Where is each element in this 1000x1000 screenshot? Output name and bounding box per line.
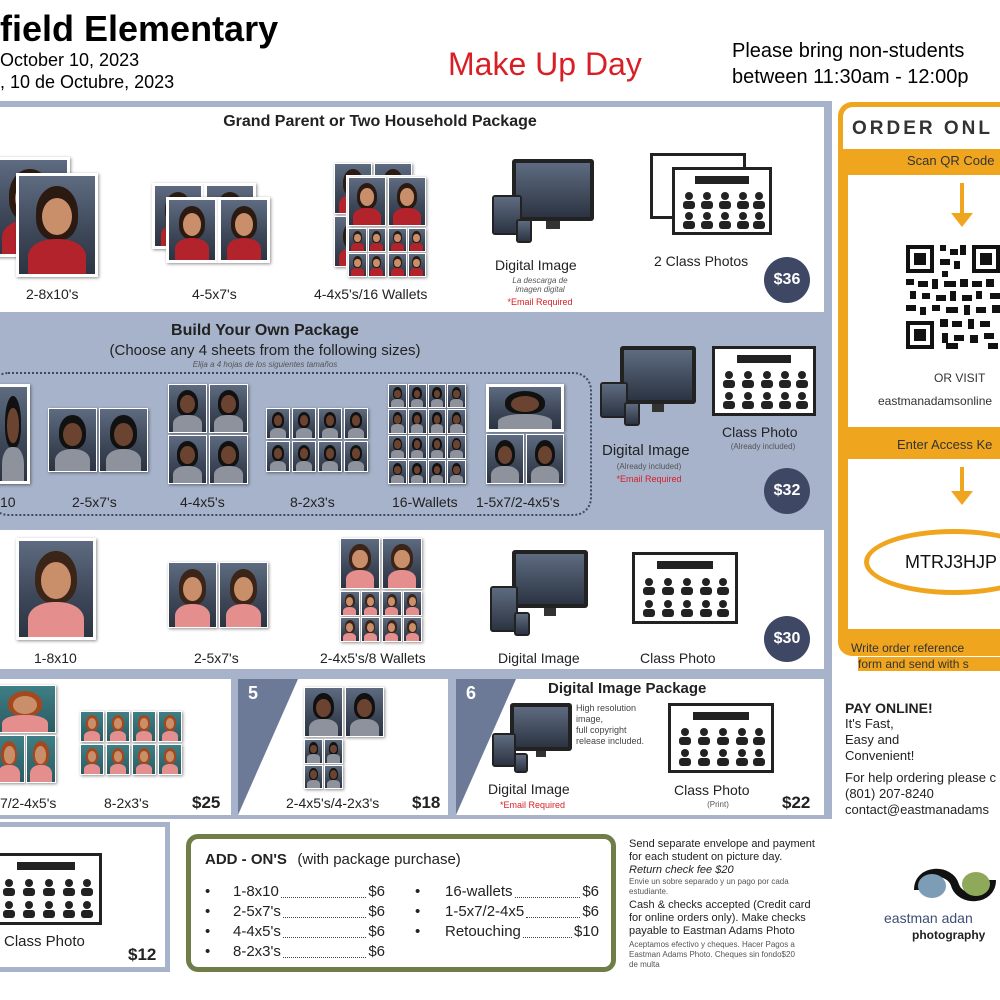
- phone-icon: [514, 612, 530, 636]
- note-line: Return check fee $20: [629, 864, 734, 876]
- payment-notes: [629, 838, 829, 970]
- class-photo-icon: [0, 853, 102, 925]
- or-visit-label: OR VISIT: [934, 371, 986, 385]
- item-label: 10: [0, 494, 16, 510]
- note-line: Cash & checks accepted (Credit card: [629, 899, 811, 911]
- package-standard[interactable]: [0, 530, 824, 669]
- addon-price: $6: [368, 943, 385, 960]
- price-badge: $36: [764, 257, 810, 303]
- digital-note-es: La descarga de: [512, 276, 568, 285]
- photo-sheet: [346, 175, 428, 279]
- pay-online-section: [845, 700, 996, 818]
- logo-mark-icon: [910, 860, 1000, 910]
- item-label: 2-4x5's/8 Wallets: [320, 650, 426, 666]
- email-required: *Email Required: [616, 474, 682, 484]
- photo-sheet: [168, 562, 268, 628]
- phone-icon: [514, 753, 528, 773]
- class-photo-note: (Already included): [730, 442, 796, 451]
- arrow-stem: [960, 183, 964, 213]
- addon-price: $6: [368, 923, 385, 940]
- item-label: 4-4x5's/16 Wallets: [314, 286, 428, 302]
- package-grandparent[interactable]: [0, 107, 824, 312]
- digital-note-es: imagen digital: [515, 285, 565, 294]
- desc-line: release included.: [576, 736, 645, 746]
- item-label: 2-4x5's/4-2x3's: [286, 795, 380, 811]
- pay-line: It's Fast,: [845, 716, 894, 731]
- package-title: Build Your Own Package: [171, 322, 359, 339]
- class-photo-label: Class Photo: [4, 933, 85, 950]
- item-label: 4-4x5's: [180, 494, 225, 510]
- access-key-code[interactable]: MTRJ3HJP: [864, 529, 1000, 595]
- write-order-line: form and send with s: [858, 657, 1000, 671]
- item-label: 4-5x7's: [192, 286, 237, 302]
- qr-code-icon[interactable]: [906, 245, 1000, 349]
- item-label: 1-5x7/2-4x5's: [476, 494, 560, 510]
- photo-sample: [486, 384, 564, 432]
- class-photo-icon: [672, 167, 772, 235]
- photo-sample: [166, 197, 218, 263]
- order-url-link[interactable]: eastmanadamsonline: [878, 394, 993, 408]
- order-online-panel: [838, 102, 1000, 656]
- class-photo-label: Class Photo: [722, 424, 798, 440]
- class-photo-icon: [712, 346, 816, 416]
- package-7-class-photo[interactable]: [0, 822, 170, 972]
- price-label: $22: [782, 793, 811, 812]
- item-label: 7/2-4x5's: [0, 795, 57, 811]
- item-label: 8-2x3's: [290, 494, 335, 510]
- note-line: payable to Eastman Adams Photo: [629, 925, 795, 937]
- package-title: Grand Parent or Two Household Package: [223, 113, 537, 130]
- package-subtitle-es: Elija a 4 hojas de los siguientes tamaños: [192, 360, 338, 369]
- addons-list-right: [415, 883, 599, 943]
- access-key-section: [848, 459, 1000, 629]
- note-line-es: Envie un sobre separado y un pago por cada: [629, 877, 789, 886]
- class-people-icon: [671, 706, 771, 770]
- addons-title: ADD - ON'S: [205, 851, 287, 868]
- note-line: for online orders only). Make checks: [629, 912, 806, 924]
- package-6-digital[interactable]: [456, 679, 824, 815]
- addon-name: Retouching: [445, 923, 521, 940]
- addon-name: 4-4x5's: [233, 923, 281, 940]
- arrow-stem: [960, 467, 964, 491]
- item-label: 2-5x7's: [194, 650, 239, 666]
- class-people-icon: [715, 349, 813, 413]
- date-spanish: , 10 de Octubre, 2023: [0, 72, 175, 92]
- school-name: field Elementary: [0, 8, 279, 49]
- price-label: $18: [412, 793, 441, 812]
- photo-sheet: [48, 408, 148, 472]
- class-photo-label: 2 Class Photos: [654, 253, 749, 269]
- order-title: ORDER ONL: [852, 118, 993, 139]
- qr-section: [848, 175, 1000, 427]
- package-number: 6: [466, 683, 477, 703]
- photo-sheet: [340, 538, 422, 642]
- digital-label: Digital Image: [498, 650, 580, 666]
- photo-sheet: [80, 711, 182, 775]
- access-key-label: Enter Access Ke: [897, 437, 993, 452]
- photo-sheet: [486, 434, 564, 484]
- note-line-es: estudiante.: [629, 887, 669, 896]
- addon-item[interactable]: • 4-4x5's $6: [205, 923, 385, 943]
- photo-sheet: [304, 687, 384, 789]
- email-required: *Email Required: [507, 297, 573, 307]
- pay-online-title: PAY ONLINE!: [845, 700, 933, 716]
- addon-item[interactable]: • 2-5x7's $6: [205, 903, 385, 923]
- phone-icon: [516, 219, 532, 243]
- note-line-es: Eastman Adams Photo. Cheques sin fondo$20: [629, 950, 795, 959]
- price-label: $12: [128, 945, 157, 964]
- photo-sheet: [266, 408, 368, 472]
- help-email[interactable]: contact@eastmanadams: [845, 802, 989, 817]
- phone-icon: [624, 402, 640, 426]
- note-line: for each student on picture day.: [629, 851, 783, 863]
- arrow-down-icon: [951, 213, 973, 227]
- company-logo: [884, 860, 1000, 960]
- write-order-line: Write order reference: [851, 641, 965, 655]
- event-title: Make Up Day: [448, 46, 642, 82]
- item-label: 1-8x10: [34, 650, 77, 666]
- note-line-es: Aceptamos efectivo y cheques. Hacer Pagos a: [629, 940, 795, 949]
- digital-label: Digital Image: [495, 257, 577, 273]
- tablet-icon: [492, 733, 516, 767]
- package-subtitle: (Choose any 4 sheets from the following sizes): [109, 342, 421, 359]
- package-number: 5: [248, 683, 259, 703]
- monitor-stand: [652, 404, 664, 412]
- note-line-es: de multa: [629, 960, 660, 969]
- monitor-stand: [544, 608, 556, 616]
- monitor-icon: [512, 159, 594, 221]
- pay-line: Easy and: [845, 732, 900, 747]
- pay-line: Convenient!: [845, 748, 915, 763]
- photo-sample: [16, 173, 98, 277]
- addon-name: 1-5x7/2-4x5: [445, 903, 525, 920]
- monitor-icon: [512, 550, 588, 608]
- photo-sheet: [0, 685, 56, 783]
- photo-sheet: [388, 384, 466, 484]
- addon-price: $10: [573, 923, 599, 940]
- addon-item[interactable]: • Retouching $10: [415, 923, 599, 943]
- class-photo-icon: [632, 552, 738, 624]
- monitor-stand: [536, 751, 546, 757]
- date-english: October 10, 2023: [0, 50, 140, 70]
- addons-subtitle: (with package purchase): [297, 851, 461, 868]
- item-label: 2-8x10's: [26, 286, 79, 302]
- class-photo-icon: [668, 703, 774, 773]
- addon-item[interactable]: • 16-wallets $6: [415, 883, 599, 903]
- scan-label: Scan QR Code: [907, 153, 995, 168]
- addons-heading: [205, 851, 461, 869]
- package-build-your-own[interactable]: [0, 318, 824, 524]
- price-label: $25: [192, 793, 221, 812]
- addons-box: [186, 834, 616, 972]
- arrow-down-icon: [951, 491, 973, 505]
- digital-description: [576, 703, 644, 747]
- class-people-icon: [675, 170, 769, 232]
- class-people-icon: [0, 856, 99, 922]
- desc-line: full copyright: [576, 725, 627, 735]
- price-badge: $32: [764, 468, 810, 514]
- package-4[interactable]: [0, 679, 231, 815]
- class-photo-label: Class Photo: [674, 782, 750, 798]
- class-photo-note: (Print): [707, 800, 729, 809]
- monitor-icon: [510, 703, 572, 751]
- email-required: *Email Required: [500, 800, 566, 810]
- desc-line: image,: [576, 714, 604, 724]
- photo-sample: [16, 538, 96, 640]
- addon-price: $6: [582, 883, 599, 900]
- logo-name: eastman adan: [884, 910, 973, 926]
- monitor-icon: [620, 346, 696, 404]
- desc-line: High resolution: [576, 703, 637, 713]
- note-line: Send separate envelope and payment: [629, 838, 815, 850]
- item-label: 16-Wallets: [392, 494, 458, 510]
- addon-price: $6: [368, 903, 385, 920]
- monitor-stand: [546, 221, 560, 229]
- photo-sample: [0, 384, 30, 484]
- addon-price: $6: [582, 903, 599, 920]
- package-title: Digital Image Package: [548, 680, 707, 697]
- digital-label: Digital Image: [488, 781, 570, 797]
- item-label: 8-2x3's: [104, 795, 149, 811]
- digital-note: (Already included): [616, 462, 682, 471]
- digital-label: Digital Image: [602, 442, 690, 459]
- item-label: 2-5x7's: [72, 494, 117, 510]
- addon-name: 8-2x3's: [233, 943, 281, 960]
- package-5[interactable]: [238, 679, 448, 815]
- addon-item[interactable]: • 1-5x7/2-4x5 $6: [415, 903, 599, 923]
- class-people-icon: [635, 555, 735, 621]
- addons-list-left: [205, 883, 385, 963]
- help-line: For help ordering please c: [845, 770, 997, 785]
- addon-name: 1-8x10: [233, 883, 279, 900]
- help-phone[interactable]: (801) 207-8240: [845, 786, 934, 801]
- addon-name: 16-wallets: [445, 883, 513, 900]
- addon-price: $6: [368, 883, 385, 900]
- photo-sample: [218, 197, 270, 263]
- class-photo-label: Class Photo: [640, 650, 716, 666]
- price-badge: $30: [764, 616, 810, 662]
- addon-name: 2-5x7's: [233, 903, 281, 920]
- addon-item[interactable]: • 1-8x10 $6: [205, 883, 385, 903]
- note-line-1: Please bring non-students: [732, 40, 965, 62]
- photo-sheet: [168, 384, 248, 484]
- logo-sub: photography: [912, 928, 986, 942]
- addon-item[interactable]: • 8-2x3's $6: [205, 943, 385, 963]
- note-line-2: between 11:30am - 12:00p: [732, 66, 969, 88]
